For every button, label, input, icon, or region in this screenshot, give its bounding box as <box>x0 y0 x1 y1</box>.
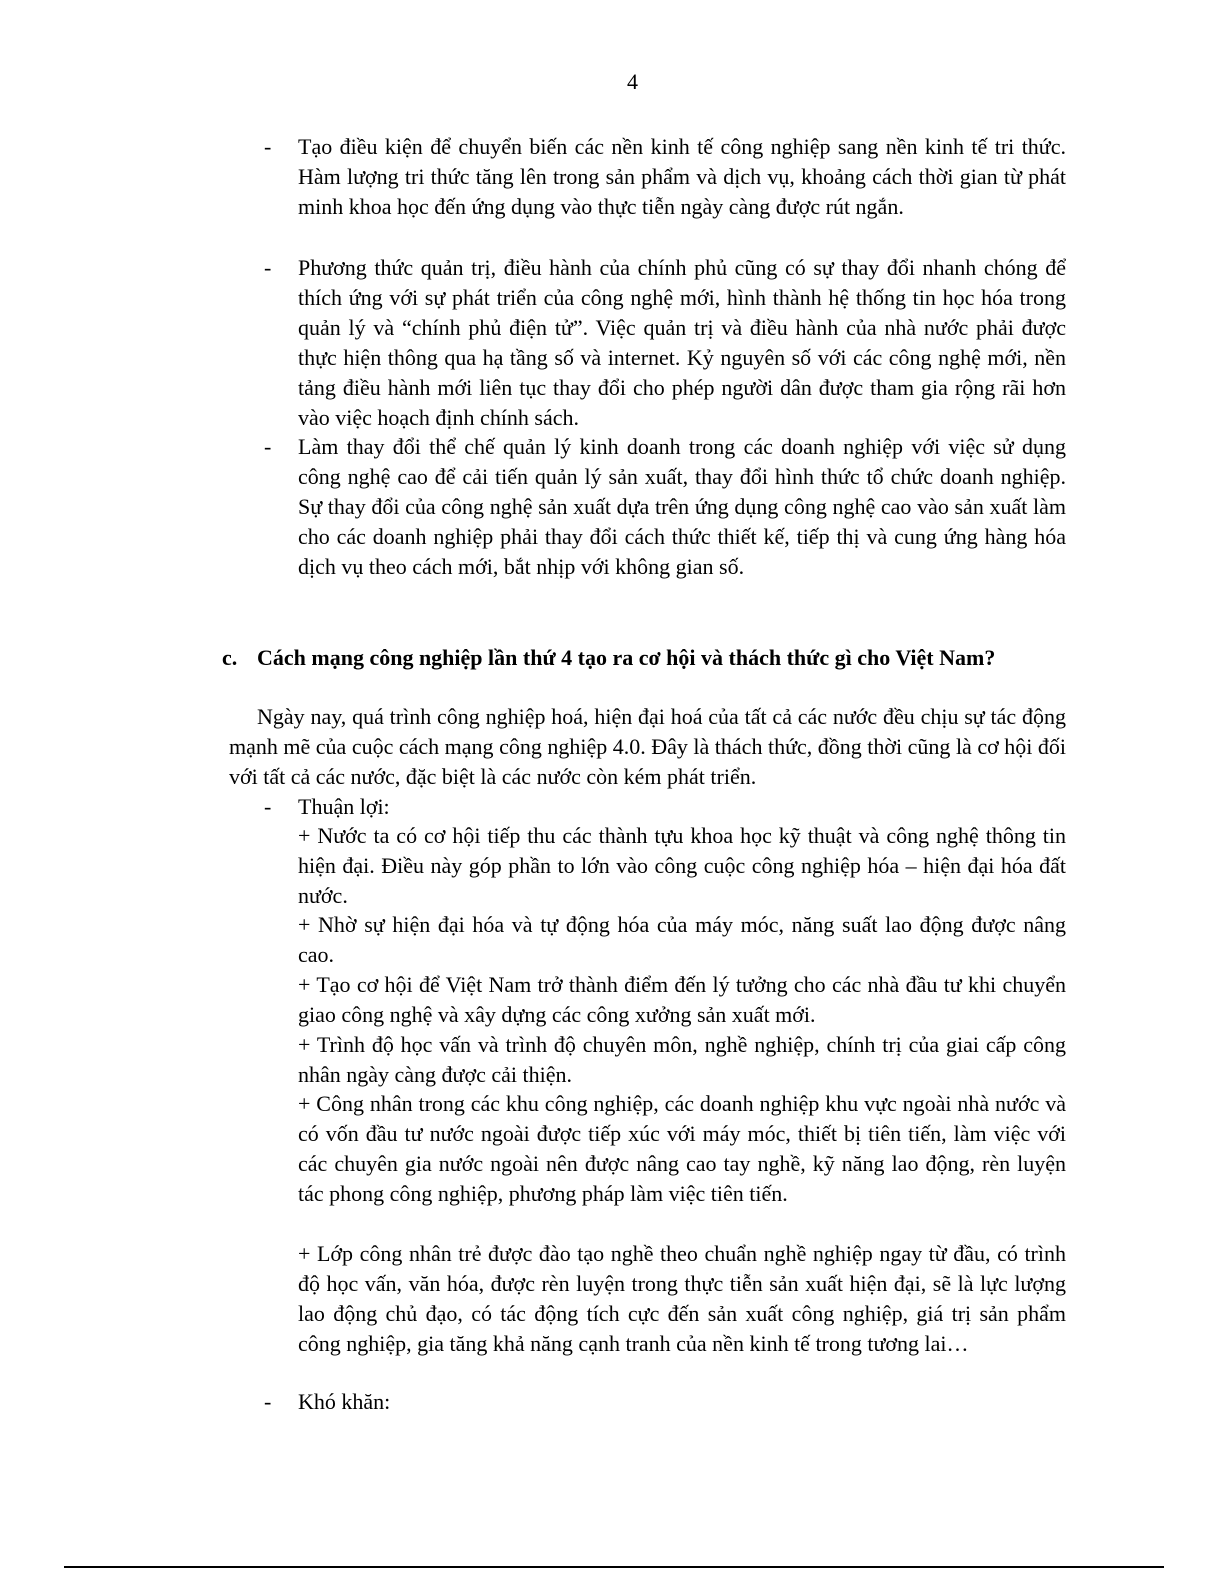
bullet-item <box>264 253 1066 433</box>
bullet-dash: - <box>264 134 272 159</box>
advantage-item: + Nước ta có cơ hội tiếp thu các thành tựu khoa học kỹ thuật và công nghệ thông tin hiện đại. Điều này góp phần to lớn vào công cuộc công nghiệp hóa – hiện đại hóa đất nước. <box>298 823 1066 908</box>
footer-rule <box>64 1566 1164 1568</box>
difficulties-label <box>264 1387 1066 1417</box>
bullet-item <box>264 432 1066 582</box>
advantage-item: + Trình độ học vấn và trình độ chuyên môn, nghề nghiệp, chính trị của giai cấp công nhân ngày càng được cải thiện. <box>298 1032 1066 1087</box>
page-number: 4 <box>627 69 638 94</box>
section-heading <box>222 643 1066 673</box>
bullet-dash: - <box>264 1389 272 1414</box>
section-letter: c. <box>222 645 238 670</box>
bullet-text: Phương thức quản trị, điều hành của chính phủ cũng có sự thay đổi nhanh chóng để thích ứng với sự phát triển của công nghệ mới, hình thành hệ thống tin học hóa trong quản lý và “chính phủ điện tử”. Việc quản trị và điều hành của nhà nước phải được thực hiện thông qua hạ tầng số và internet. Kỷ nguyên số với các công nghệ mới, nền tảng điều hành mới liên tục thay đổi cho phép người dân được tham gia rộng rãi hơn vào việc hoạch định chính sách. <box>298 255 1066 430</box>
bullet-item <box>264 132 1066 222</box>
bullet-dash: - <box>264 255 272 280</box>
bullet-dash: - <box>264 434 272 459</box>
section-heading-text: Cách mạng công nghiệp lần thứ 4 tạo ra cơ hội và thách thức gì cho Việt Nam? <box>257 645 996 670</box>
advantages-label <box>264 792 1066 822</box>
difficulties-label-text: Khó khăn: <box>298 1389 391 1414</box>
bullet-text: Tạo điều kiện để chuyển biến các nền kinh tế công nghiệp sang nền kinh tế tri thức. Hàm lượng tri thức tăng lên trong sản phẩm và dịch vụ, khoảng cách thời gian từ phát minh khoa học đến ứng dụng vào thực tiễn ngày càng được rút ngắn. <box>298 134 1066 219</box>
advantage-item: + Công nhân trong các khu công nghiệp, các doanh nghiệp khu vực ngoài nhà nước và có vốn đầu tư nước ngoài được tiếp xúc với máy móc, thiết bị tiên tiến, làm việc với các chuyên gia nước ngoài nên được nâng cao tay nghề, kỹ năng lao động, rèn luyện tác phong công nghiệp, phương pháp làm việc tiên tiến. <box>298 1091 1066 1206</box>
bullet-text: Làm thay đổi thể chế quản lý kinh doanh trong các doanh nghiệp với việc sử dụng công nghệ cao để cải tiến quản lý sản xuất, thay đổi hình thức tổ chức doanh nghiệp. Sự thay đổi của công nghệ sản xuất dựa trên ứng dụng công nghệ cao vào sản xuất làm cho các doanh nghiệp phải thay đổi cách thức thiết kế, tiếp thị và cung ứng hàng hóa dịch vụ theo cách mới, bắt nhịp với không gian số. <box>298 434 1066 579</box>
advantage-item: + Nhờ sự hiện đại hóa và tự động hóa của máy móc, năng suất lao động được nâng cao. <box>298 912 1066 967</box>
advantage-item: + Tạo cơ hội để Việt Nam trở thành điểm đến lý tưởng cho các nhà đầu tư khi chuyển giao công nghệ và xây dựng các công xưởng sản xuất mới. <box>298 972 1066 1027</box>
bullet-dash: - <box>264 794 272 819</box>
advantages-label-text: Thuận lợi: <box>298 794 390 819</box>
advantage-item: + Lớp công nhân trẻ được đào tạo nghề theo chuẩn nghề nghiệp ngay từ đầu, có trình độ học vấn, văn hóa, được rèn luyện trong thực tiễn sản xuất hiện đại, sẽ là lực lượng lao động chủ đạo, có tác động tích cực đến sản xuất công nghiệp, giá trị sản phẩm công nghiệp, gia tăng khả năng cạnh tranh của nền kinh tế trong tương lai… <box>298 1241 1066 1356</box>
intro-paragraph: Ngày nay, quá trình công nghiệp hoá, hiện đại hoá của tất cả các nước đều chịu sự tác động mạnh mẽ của cuộc cách mạng công nghiệp 4.0. Đây là thách thức, đồng thời cũng là cơ hội đối với tất cả các nước, đặc biệt là các nước còn kém phát triển. <box>229 704 1066 789</box>
